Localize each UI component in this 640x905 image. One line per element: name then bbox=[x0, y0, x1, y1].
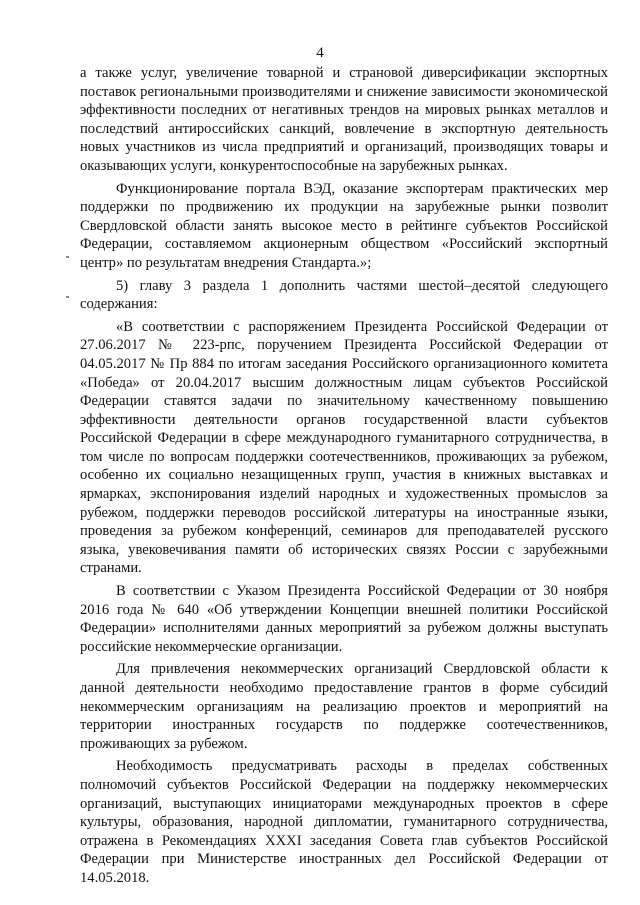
paragraph-chapter-amendment: 5) главу 3 раздела 1 дополнить частями шестой–десятой следующего содержания: bbox=[80, 277, 608, 313]
page-number: 4 bbox=[316, 45, 324, 61]
paragraph-presidential-order: «В соответствии с распоряжением Президента Российской Федерации от 27.06.2017 № 223-рпс, поручением Президента Российской Федерации от 04.05.2017 № Пр 884 по итогам заседания Российского организационного комитета «Победа» от 20.04.2017 высшим должностным лицам субъектов Российской Федерации ставятся задачи по значительному качественному повышению эффективности деятельности органов государственной власти субъектов Российской Федерации в сфере международного гуманитарного сотрудничества, в том числе по вопросам поддержки соотечественников, проживающих за рубежом, особенно их социально незащищенных групп, участия в книжных выставках и ярмарках, экспонирования изделий народных и художественных промыслов за рубежом, поддержки переводов российской литературы на иностранные языки, проведения за рубежом конференций, семинаров для преподавателей русского языка, увековечивания памяти об исторических связях России с зарубежными странами. bbox=[80, 318, 608, 577]
paragraph-expense-necessity: Необходимость предусматривать расходы в пределах собственных полномочий субъектов Российской Федерации на поддержку некоммерческих организаций, выступающих инициаторами международных проектов в сфере культуры, образования, народной дипломатии, гуманитарного сотрудничества, отражена в Рекомендациях XXXI заседания Совета глав субъектов Российской Федерации при Министерстве иностранных дел Российской Федерации от 14.05.2018. bbox=[80, 758, 608, 886]
scan-mark bbox=[66, 296, 69, 298]
scan-mark bbox=[66, 256, 69, 258]
paragraph-ngo-grants: Для привлечения некоммерческих организаций Свердловской области к данной деятельности необходимо предоставление грантов в форме субсидий некоммерческим организациям на реализацию проектов и мероприятий на территории иностранных государств по поддержке соотечественников, проживающих за рубежом. bbox=[80, 661, 608, 752]
paragraph-export-diversification: а также услуг, увеличение товарной и страновой диверсификации экспортных поставок региональными производителями и снижение зависимости экономической эффективности последних от негативных трендов на мировых рынках металлов и последствий антироссийских санкций, вовлечение в экспортную деятельность новых участников из числа предприятий и организаций, производящих товары и оказывающих услуги, конкурентоспособные на зарубежных рынках. bbox=[80, 65, 608, 174]
paragraph-presidential-decree: В соответствии с Указом Президента Российской Федерации от 30 ноября 2016 года № 640 «Об утверждении Концепции внешней политики Российской Федерации» исполнителями данных мероприятий за рубежом должны выступать российские некоммерческие организации. bbox=[80, 583, 608, 655]
document-body bbox=[80, 64, 608, 888]
paragraph-ved-portal: Функционирование портала ВЭД, оказание экспортерам практических мер поддержки по продвижению их продукции на зарубежные рынки позволит Свердловской области занять высокое место в рейтинге субъектов Российской Федерации, составляемом акционерным обществом «Российский экспортный центр» по результатам внедрения Стандарта.»; bbox=[80, 180, 608, 271]
